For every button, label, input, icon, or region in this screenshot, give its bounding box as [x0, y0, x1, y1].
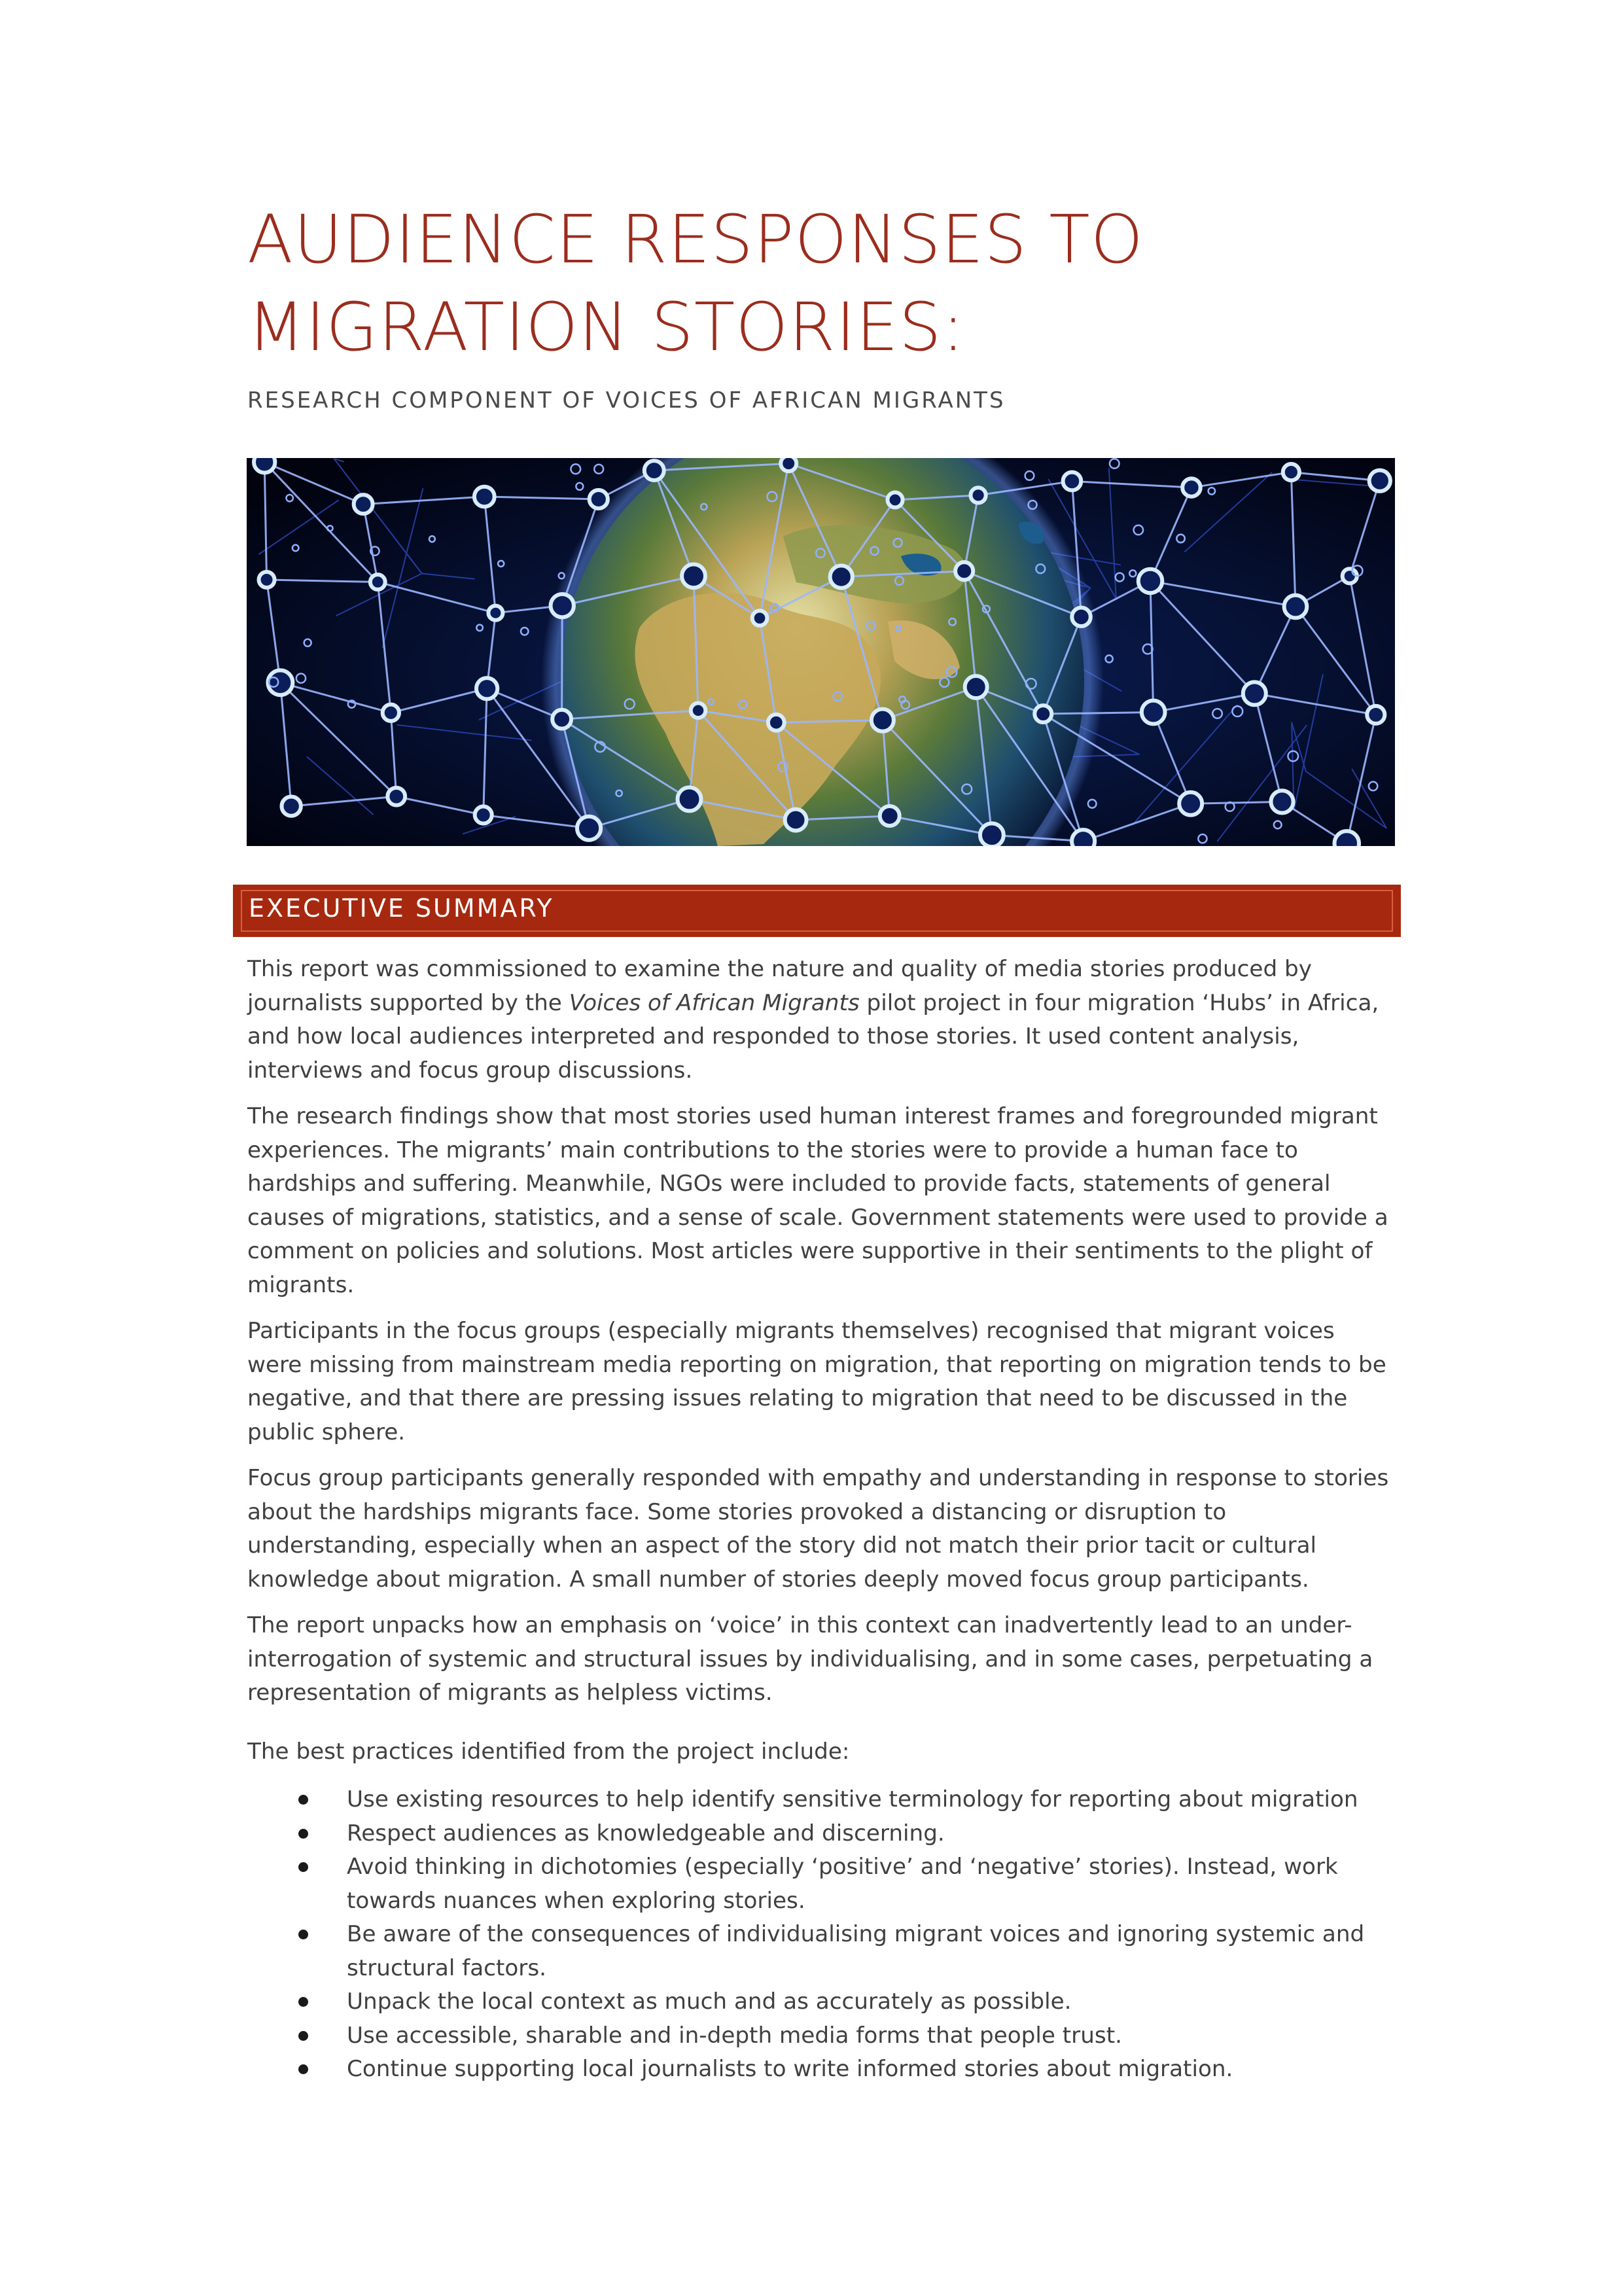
paragraph-5: The report unpacks how an emphasis on ‘voice’ in this context can inadvertently lead to an under-interrogation of systemic and structural issues by individualising, and in some cases, perpetuating a representation of migrants as helpless victims.	[247, 1612, 1373, 1706]
list-item	[247, 1985, 1392, 2019]
globe-network-image	[247, 458, 1395, 846]
list-item-text: Respect audiences as knowledgeable and discerning.	[347, 1820, 945, 1846]
bullet-icon	[298, 2031, 308, 2041]
section-heading: EXECUTIVE SUMMARY	[249, 894, 554, 923]
executive-summary-body	[247, 953, 1392, 2087]
list-item	[247, 1850, 1392, 1918]
document-title	[247, 196, 1425, 372]
title-line-2: MIGRATION STORIES:	[247, 289, 965, 366]
list-item-text: Continue supporting local journalists to write informed stories about migration.	[347, 2056, 1233, 2082]
document-subtitle: RESEARCH COMPONENT OF VOICES OF AFRICAN MIGRANTS	[247, 387, 1006, 414]
paragraph-1	[247, 953, 1392, 1087]
bullet-icon	[298, 1997, 308, 2007]
paragraph-1-text-b: pilot project in four migration ‘Hubs’ in Africa, and how local audiences interpreted and responded to those stories. It used content analysis, interviews and focus group discussions.	[247, 989, 1379, 1084]
list-item	[247, 1783, 1392, 1817]
title-line-1: AUDIENCE RESPONSES TO	[247, 201, 1144, 279]
paragraph-1-text-a: This report was commissioned to examine the nature and quality of media stories produced by journalists supported by the	[247, 956, 1312, 1016]
project-name-emphasis: Voices of African Migrants	[569, 989, 860, 1016]
list-item-text: Use accessible, sharable and in-depth media forms that people trust.	[347, 2022, 1122, 2049]
list-item-text: Unpack the local context as much and as accurately as possible.	[347, 1988, 1072, 2015]
list-item	[247, 2019, 1392, 2053]
bullet-icon	[298, 1829, 308, 1839]
executive-summary-heading-bar	[233, 885, 1401, 937]
list-item-text: Avoid thinking in dichotomies (especially ‘positive’ and ‘negative’ stories). Instead, work towards nuances when exploring stories.	[347, 1854, 1338, 1914]
list-item	[247, 1817, 1392, 1851]
bullet-icon	[298, 1795, 308, 1805]
paragraph-3: Participants in the focus groups (especially migrants themselves) recognised that migrant voices were missing from mainstream media reporting on migration, that reporting on migration tends to be negative, and that there are pressing issues relating to migration that need to be discussed in the public sphere.	[247, 1318, 1386, 1445]
paragraph-2: The research findings show that most stories used human interest frames and foregrounded migrant experiences. The migrants’ main contributions to the stories were to provide a human face to hardships and suffering. Meanwhile, NGOs were included to provide facts, statements of general causes of migrations, statistics, and a sense of scale. Government statements were used to provide a comment on policies and solutions. Most articles were supportive in their sentiments to the plight of migrants.	[247, 1103, 1388, 1298]
bullet-icon	[298, 1930, 308, 1939]
list-item	[247, 2053, 1392, 2087]
list-item-text: Be aware of the consequences of individualising migrant voices and ignoring systemic and structural factors.	[347, 1921, 1365, 1981]
bullet-icon	[298, 2064, 308, 2074]
list-item	[247, 1918, 1392, 1985]
best-practices-lead: The best practices identified from the project include:	[247, 1738, 850, 1765]
best-practices-list	[247, 1783, 1392, 2087]
bullet-icon	[298, 1862, 308, 1872]
paragraph-4: Focus group participants generally responded with empathy and understanding in response to stories about the hardships migrants face. Some stories provoked a distancing or disruption to understanding, especially when an aspect of the story did not match their prior tacit or cultural knowledge about migration. A small number of stories deeply moved focus group participants.	[247, 1465, 1389, 1593]
list-item-text: Use existing resources to help identify sensitive terminology for reporting about migration	[347, 1786, 1358, 1812]
